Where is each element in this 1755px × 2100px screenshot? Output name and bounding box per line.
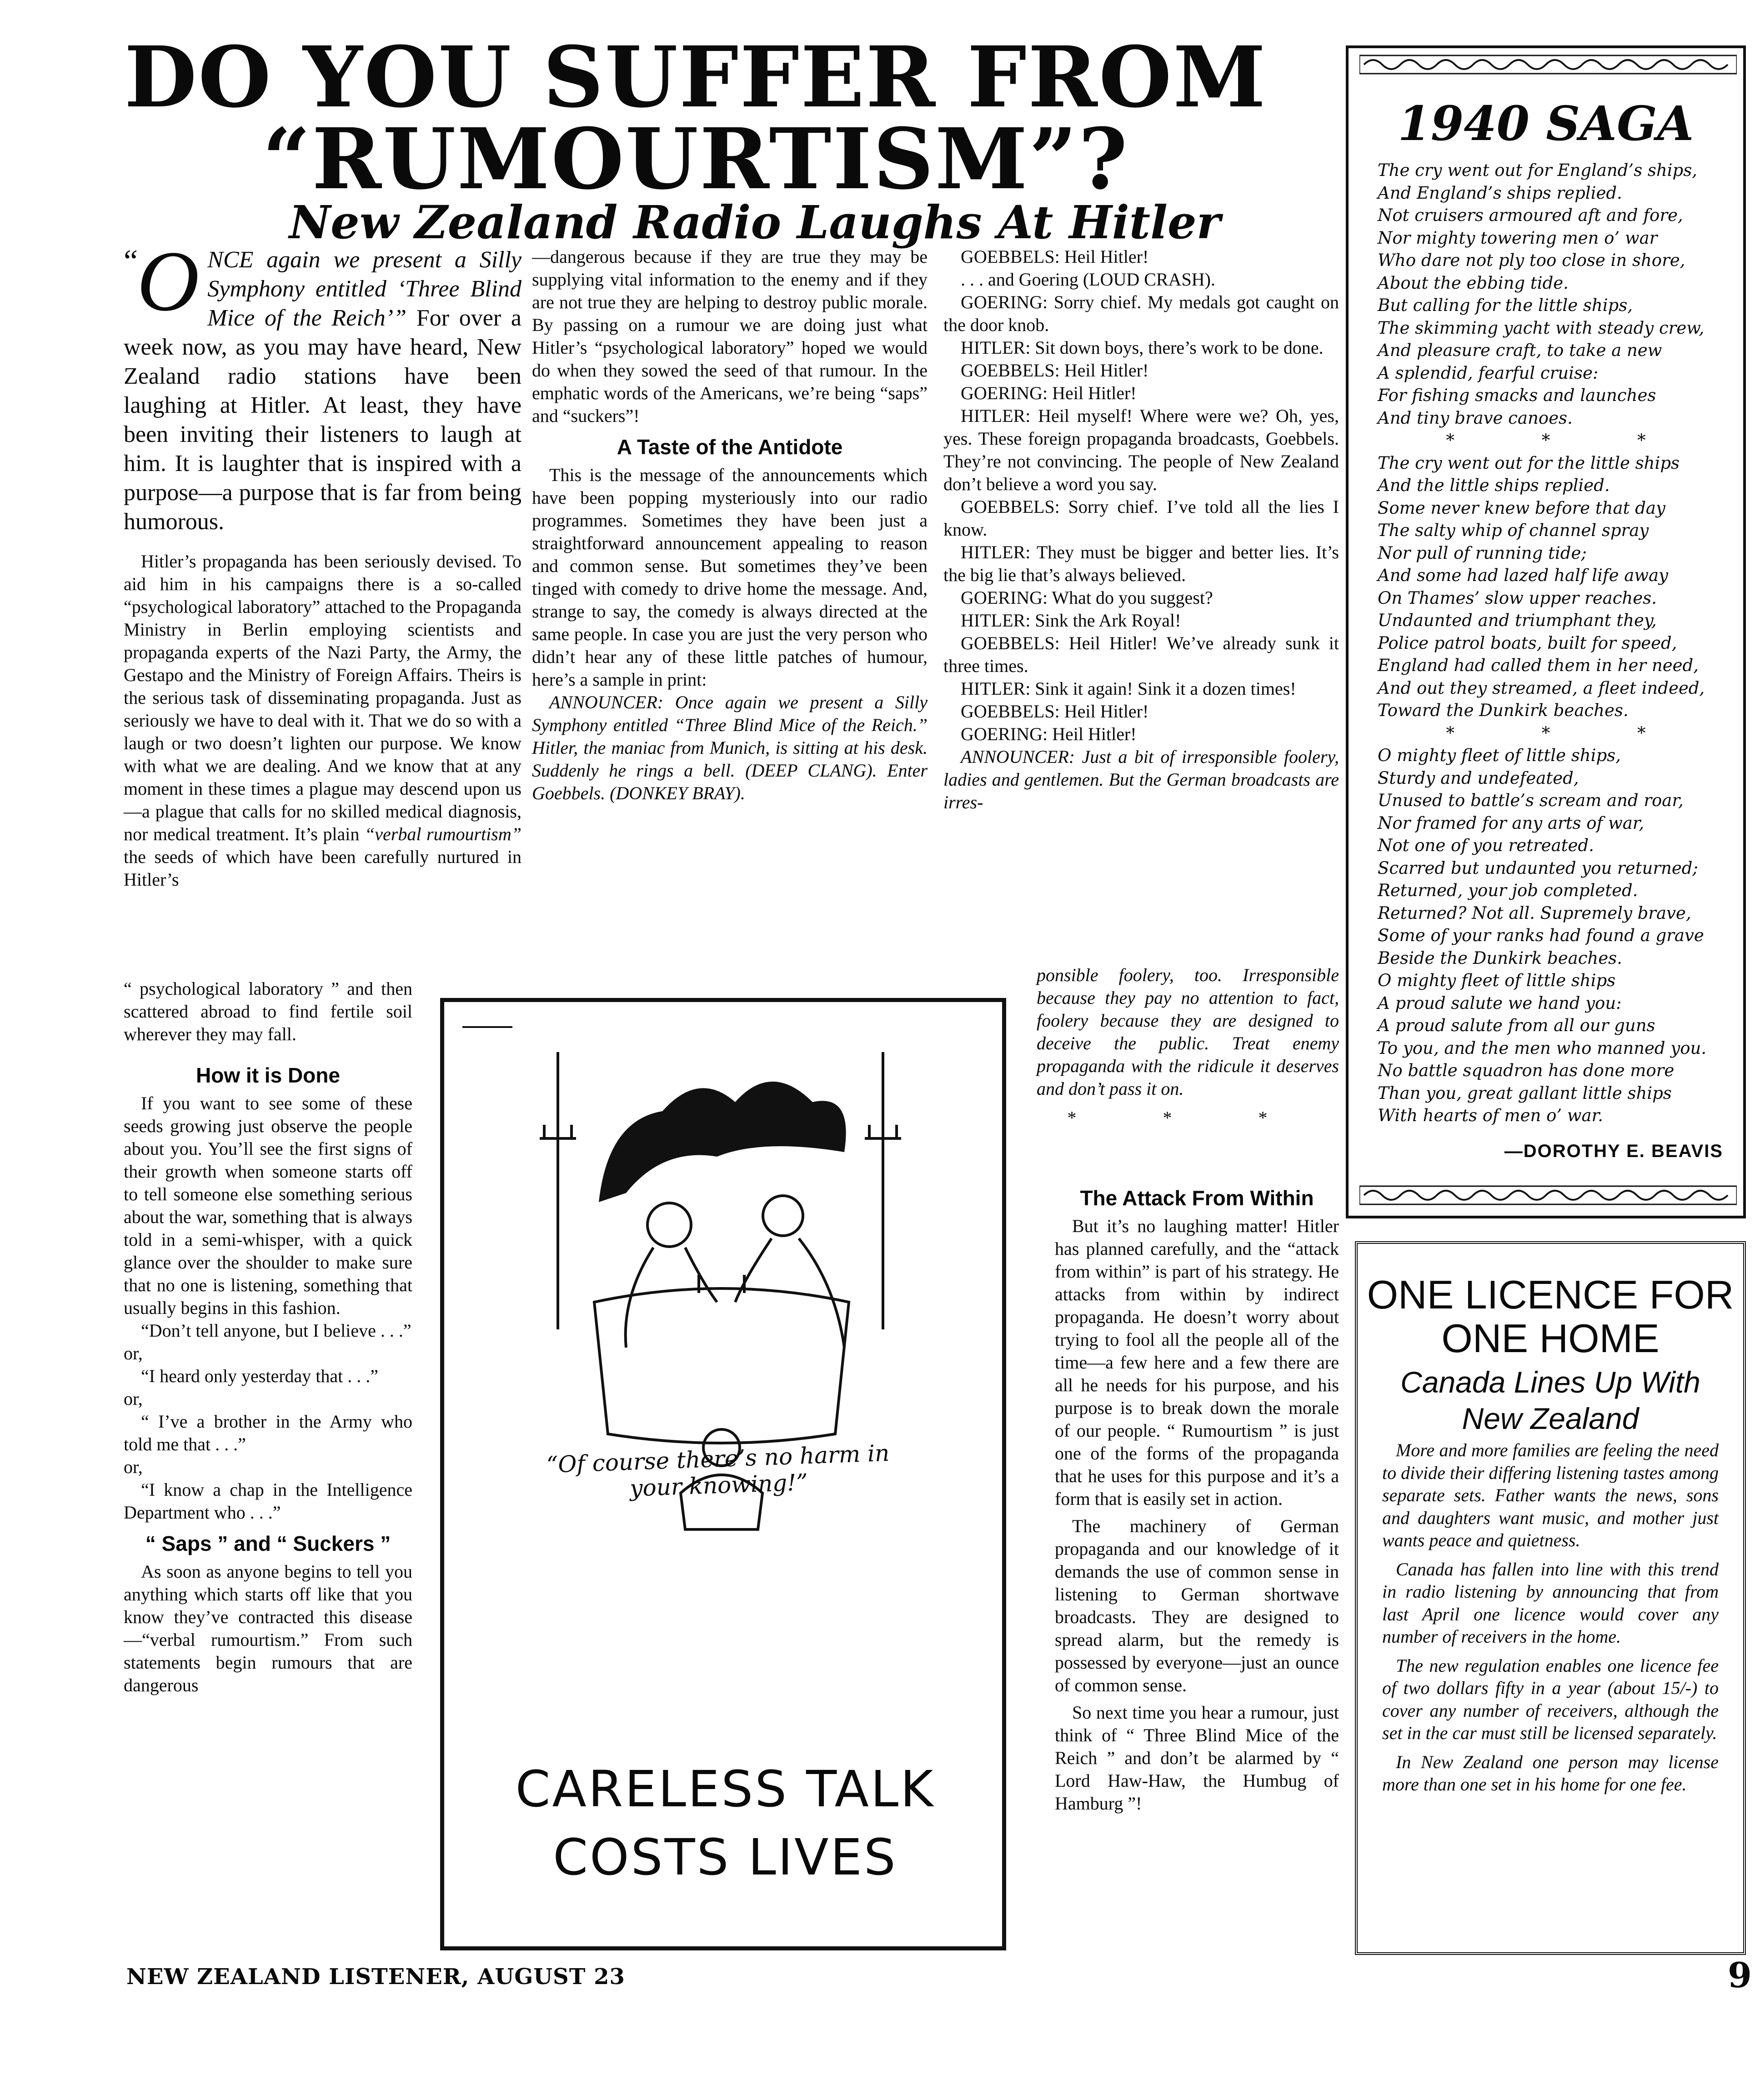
slogan-line-1: CARELESS TALK [515, 1760, 935, 1818]
article-column-3 [943, 246, 1339, 814]
poem-line: No battle squadron has done more [1378, 1061, 1675, 1080]
script-line: HITLER: Sink it again! Sink it a dozen times! [961, 678, 1296, 699]
poem-line: Nor pull of running tide; [1378, 543, 1587, 563]
intro-italic-lead: NCE again we present a Silly Symphony entitled ‘Three Blind Mice of the Reich’” [207, 247, 521, 331]
announcer-opening: ANNOUNCER: Once again we present a Silly Symphony entitled “Three Blind Mice of the Reich.” Hitler, the maniac from Munich, is sitting at his desk. Suddenly he rings a bell. (DEEP CLANG). Enter Goebbels. (DONKEY BRAY). [532, 692, 928, 803]
script-line: HITLER: Sit down boys, there’s work to be done. [961, 337, 1324, 358]
drop-cap: O [137, 234, 200, 329]
poem-line: Not cruisers armoured aft and fore, [1378, 205, 1683, 225]
or-1: or, [124, 1343, 143, 1363]
article-column-3-lower [1055, 1187, 1339, 1815]
saga-poem [1378, 159, 1755, 1127]
section-heading-how: How it is Done [196, 1063, 340, 1087]
poster-slogan [459, 1755, 991, 1891]
article-column-3-middle [1037, 964, 1339, 1129]
licence-paragraph-4: In New Zealand one person may license more than one set in his home for one fee. [1382, 1751, 1719, 1794]
poem-line: The cry went out for the little ships [1378, 453, 1680, 473]
poster-caption: “Of course there’s no harm in your knowing!” [546, 1439, 890, 1502]
poem-line: O mighty fleet of little ships, [1378, 746, 1621, 765]
poem-divider-stars: * * * [1446, 723, 1687, 743]
article-column-2 [532, 246, 928, 805]
licence-title [1362, 1273, 1739, 1360]
script-line: GOEBBELS: Heil Hitler! [961, 246, 1149, 267]
script-line: GOERING: What do you suggest? [961, 587, 1213, 608]
poem-line: Scarred but undaunted you returned; [1378, 858, 1698, 878]
page-footer: NEW ZEALAND LISTENER, AUGUST 23 [126, 1964, 625, 1990]
poem-line: Who dare not ply too close in shore, [1378, 251, 1685, 270]
script-line: GOEBBELS: Sorry chief. I’ve told all the lies I know. [943, 496, 1339, 540]
poem-line: O mighty fleet of little ships [1378, 971, 1616, 990]
licence-paragraph-3: The new regulation enables one licence fee of two dollars fifty in a year (about 15/-) to cover any number of receivers, although the set in the car must still be licensed separately. [1382, 1655, 1719, 1743]
poem-line: Some never knew before that day [1378, 498, 1665, 518]
poem-line: A splendid, fearful cruise: [1378, 363, 1599, 383]
col1-p1-end: the seeds of which have been carefully nurtured in Hitler’s [124, 847, 521, 890]
licence-subtitle-line-1: Canada Lines Up With [1400, 1365, 1700, 1399]
section-heading-attack: The Attack From Within [1080, 1186, 1314, 1210]
poem-line: With hearts of men o’ war. [1378, 1106, 1603, 1125]
section-divider-stars: * * * [1067, 1108, 1309, 1128]
poem-author: —DOROTHY E. BEAVIS [1504, 1141, 1723, 1161]
poem-line: And the little ships replied. [1378, 476, 1610, 495]
poem-line: For fishing smacks and launches [1378, 386, 1656, 405]
attack-paragraph-3: So next time you hear a rumour, just think of “ Three Blind Mice of the Reich ” and don’t be alarmed by “ Lord Haw-Haw, the Humbug of Hamburg ”! [1055, 1702, 1339, 1814]
how-paragraph: If you want to see some of these seeds growing just observe the people about you. You’ll see the first signs of their growth when someone starts off to tell someone else something serious about the war, something that is always told in a semi-whisper, with a quick glance over the shoulder to make sure that no one is listening, something that usually begins in this fashion. [124, 1093, 412, 1318]
col2-paragraph-1: —dangerous because if they are true they may be supplying vital information to the enemy and if they are not true they are helping to destroy public morale. By passing on a rumour we are doing just what Hitler’s “psychological laboratory” hoped we would do when they sowed the seed of that rumour. In the emphatic words of the Americans, we’re being “saps” and “suckers”! [532, 246, 928, 426]
attack-paragraph-2: The machinery of German propaganda and our knowledge of it demands the use of common sense in listening to German shortwave broadcasts. They are designed to spread alarm, but the remedy is possessed by everyone—just an ounce of common sense. [1055, 1516, 1339, 1695]
poem-line: Toward the Dunkirk beaches. [1378, 701, 1629, 720]
attack-paragraph-1: But it’s no laughing matter! Hitler has planned carefully, and the “attack from within” is part of his strategy. He attacks from within by indirect propaganda. He doesn’t worry about trying to fool all the people all of the time—a few here and a few there are all he needs for his purpose, and his purpose is to break down the morale of our people. “ Rumourtism ” is just one of the forms of the propaganda that he uses for this purpose and it’s a form that is easily set in action. [1055, 1216, 1339, 1509]
poem-line: Undaunted and triumphant they, [1378, 611, 1657, 630]
article-column-1 [124, 234, 521, 891]
announcer-closing-a: ANNOUNCER: Just a bit of irresponsible foolery, ladies and gentlemen. But the German broadcasts are irres- [943, 747, 1339, 812]
section-heading-taste: A Taste of the Antidote [617, 435, 843, 459]
poem-line: On Thames’ slow upper reaches. [1378, 588, 1657, 608]
col1-p1-text: Hitler’s propaganda has been seriously devised. To aid him in his campaigns there is a so-called “psychological laboratory” attached to the Propaganda Ministry in Berlin employing scientists and propaganda experts of the Nazi Party, the Army, the Gestapo and the Ministry of Foreign Affairs. Theirs is the serious task of disseminating propaganda. Just as seriously we have to deal with it. That we do so with a laugh or two doesn’t lighten our purpose. We know with what we are dealing. And we know that at any moment in these times a plague may descend upon us—a plague that calls for no skilled medical diagnosis, nor medical treatment. It’s plain [124, 551, 521, 844]
poem-line: Returned, your job completed. [1378, 881, 1638, 900]
licence-subtitle-line-2: New Zealand [1462, 1402, 1639, 1435]
poem-line: A proud salute we hand you: [1378, 993, 1622, 1013]
page-number: 9 [1728, 1955, 1752, 1995]
poem-line: Nor framed for any arts of war, [1378, 813, 1645, 833]
poem-line: Sturdy and undefeated, [1378, 768, 1579, 788]
poem-line: Some of your ranks had found a grave [1378, 926, 1704, 945]
intro-paragraph [124, 234, 521, 536]
poem-line: Than you, great gallant little ships [1378, 1083, 1672, 1103]
ornamental-border-bottom [1359, 1184, 1737, 1206]
quote-2: “I heard only yesterday that . . .” [141, 1366, 379, 1386]
col1-paragraph-2: “ psychological laboratory ” and then scattered abroad to find fertile soil wherever they may fall. [124, 978, 412, 1044]
poem-line: And England’s ships replied. [1378, 183, 1622, 203]
or-2: or, [124, 1388, 143, 1409]
poem-line: Unused to battle’s scream and roar, [1378, 791, 1684, 810]
script-line: GOEBBELS: Heil Hitler! [961, 360, 1149, 381]
col1-p1-italic: “verbal rumourtism” [365, 824, 521, 844]
ornamental-border-top [1359, 54, 1737, 75]
article-column-1-lower [124, 977, 412, 1697]
poem-divider-stars: * * * [1446, 431, 1687, 450]
quote-3: “ I’ve a brother in the Army who told me that . . .” [124, 1411, 412, 1454]
poem-line: A proud salute from all our guns [1378, 1016, 1655, 1035]
poem-line: And pleasure craft, to take a new [1378, 341, 1662, 360]
col2-paragraph-2: This is the message of the announcements which have been popping mysteriously into our radio programmes. Sometimes they have been just a straightforward announcement appealing to reason and common sense. But sometimes they’ve been tinged with comedy to drive home the message. And, strange to say, the comedy is always directed at the same people. In case you are just the very person who didn’t hear any of these little patches of humour, here’s a sample in print: [532, 465, 928, 690]
poem-line: To you, and the men who manned you. [1378, 1038, 1707, 1058]
script-line: HITLER: They must be bigger and better lies. It’s the big lie that’s always believed. [943, 542, 1339, 585]
poem-line: Not one of you retreated. [1378, 836, 1594, 855]
script-line: GOERING: Heil Hitler! [961, 724, 1137, 744]
poem-line: And tiny brave canoes. [1378, 408, 1573, 428]
script-line: GOERING: Sorry chief. My medals got caught on the door knob. [943, 292, 1339, 335]
headline: DO YOU SUFFER FROM “RUMOURTISM”? [124, 28, 1267, 208]
poem-line: The cry went out for England’s ships, [1378, 160, 1697, 180]
or-3: or, [124, 1457, 143, 1477]
quote-4: “I know a chap in the Intelligence Department who . . .” [124, 1479, 412, 1523]
licence-title-line-2: ONE HOME [1441, 1316, 1660, 1361]
saga-title: 1940 SAGA [1398, 95, 1694, 151]
licence-paragraph-2: Canada has fallen into line with this trend in radio listening by announcing that from last April one licence would cover any number of receivers in the home. [1382, 1559, 1719, 1647]
poem-line: Nor mighty towering men o’ war [1378, 228, 1658, 248]
poem-line: Police patrol boats, built for speed, [1378, 633, 1677, 653]
poem-line: Returned? Not all. Supremely brave, [1378, 903, 1691, 923]
poem-line: England had called them in her need, [1378, 656, 1699, 675]
col1-paragraph-1 [124, 550, 521, 891]
subheadline: New Zealand Radio Laughs At Hitler [289, 195, 1221, 249]
script-line: HITLER: Heil myself! Where were we? Oh, yes, yes. These foreign propaganda broadcasts, Goebbels. They’re not convincing. The people of New Zealand don’t believe a word you say. [943, 406, 1339, 494]
quote-1: “Don’t tell anyone, but I believe . . .” [141, 1320, 411, 1341]
poem-line: The skimming yacht with steady crew, [1378, 318, 1705, 338]
poem-line: And out they streamed, a fleet indeed, [1378, 678, 1705, 698]
section-heading-saps: “ Saps ” and “ Suckers ” [145, 1532, 391, 1555]
script-line: . . . and Goering (LOUD CRASH). [961, 269, 1215, 290]
script-line: GOERING: Heil Hitler! [961, 383, 1137, 403]
script-line: HITLER: Sink the Ark Royal! [961, 610, 1181, 631]
announcer-closing-b: ponsible foolery, too. Irresponsible because they pay no attention to fact, foolery because they are designed to deceive the public. Treat enemy propaganda with the ridicule it deserves and don’t pass it on. [1037, 965, 1339, 1099]
poem-line: Beside the Dunkirk beaches. [1378, 948, 1622, 968]
intro-open-quote: “ [124, 244, 138, 279]
licence-paragraph-1: More and more families are feeling the need to divide their differing listening tastes among separate sets. Father wants the news, sons and daughters want music, and mother just wants peace and quietness. [1382, 1440, 1719, 1550]
script-line: GOEBBELS: Heil Hitler! [961, 701, 1149, 722]
script-line: GOEBBELS: Heil Hitler! We’ve already sunk it three times. [943, 633, 1339, 676]
poem-line: But calling for the little ships, [1378, 296, 1633, 315]
saps-paragraph: As soon as anyone begins to tell you anything which starts off like that you know they’ve contracted this disease —“verbal rumourtism.” From such statements begin rumours that are dangerous [124, 1561, 412, 1695]
licence-body [1382, 1439, 1719, 1802]
licence-subtitle [1362, 1364, 1739, 1437]
poem-line: And some had lazed half life away [1378, 566, 1668, 585]
intro-text: For over a week now, as you may have heard, New Zealand radio stations have been laughing at Hitler. At least, they have been inviting their listeners to laugh at him. It is laughter that is inspired with a purpose—a purpose that is far from being humorous. [124, 305, 521, 535]
licence-title-line-1: ONE LICENCE FOR [1367, 1272, 1734, 1317]
poem-line: The salty whip of channel spray [1378, 521, 1649, 540]
slogan-line-2: COSTS LIVES [553, 1828, 898, 1886]
poem-line: About the ebbing tide. [1378, 273, 1569, 293]
